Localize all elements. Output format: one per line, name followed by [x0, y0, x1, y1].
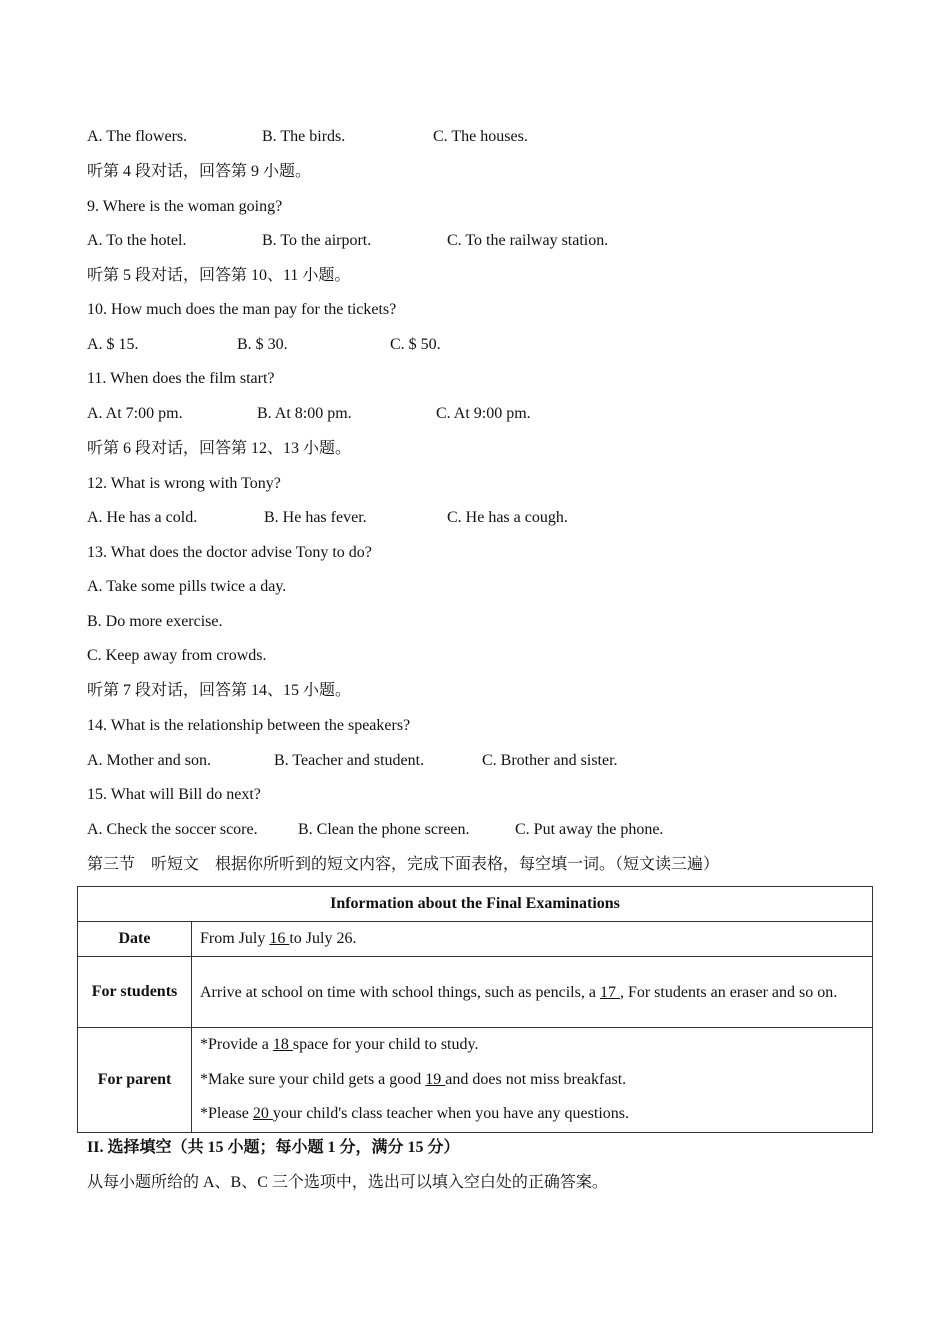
q15-option-a: A. Check the soccer score.	[87, 821, 258, 838]
row-header-parent: For parent	[78, 1028, 192, 1133]
blank-17: 17	[599, 983, 620, 1001]
q10-option-a: A. $ 15.	[87, 336, 139, 353]
q12-option-c: C. He has a cough.	[447, 509, 568, 526]
section4-intro: 听第 4 段对话，回答第 9 小题。	[87, 163, 312, 180]
part2-title: II. 选择填空（共 15 小题；每小题 1 分，满分 15 分）	[87, 1139, 460, 1156]
q9-option-c: C. To the railway station.	[447, 232, 609, 249]
row-header-date: Date	[78, 922, 192, 957]
parent-line-2-post: and does not miss breakfast.	[445, 1070, 627, 1088]
q10-option-b: B. $ 30.	[237, 336, 288, 353]
students-text-pre: Arrive at school on time with school things, such as pencils, a	[200, 983, 600, 1001]
q15-option-b: B. Clean the phone screen.	[298, 821, 470, 838]
q12-option-b: B. He has fever.	[264, 509, 367, 526]
q10-question: 10. How much does the man pay for the tickets?	[87, 301, 397, 318]
q14-option-a: A. Mother and son.	[87, 752, 211, 769]
parent-line-3-pre: *Please	[200, 1105, 253, 1122]
blank-19: 19	[425, 1070, 446, 1088]
q10-option-c: C. $ 50.	[390, 336, 441, 353]
blank-20: 20	[252, 1105, 273, 1122]
parent-line-1-pre: *Provide a	[200, 1036, 273, 1053]
q9-option-a: A. To the hotel.	[87, 232, 187, 249]
date-text-post: to July 26.	[289, 930, 357, 947]
date-cell	[192, 922, 873, 957]
parent-line-3	[200, 1097, 864, 1132]
q9-question: 9. Where is the woman going?	[87, 198, 283, 215]
q15-question: 15. What will Bill do next?	[87, 786, 261, 803]
q14-option-c: C. Brother and sister.	[482, 752, 618, 769]
q11-option-c: C. At 9:00 pm.	[436, 405, 531, 422]
q8-option-c: C. The houses.	[433, 128, 528, 145]
q14-option-b: B. Teacher and student.	[274, 752, 425, 769]
blank-16: 16	[269, 930, 290, 947]
row-header-students: For students	[78, 957, 192, 1028]
section5-intro: 听第 5 段对话，回答第 10、11 小题。	[87, 267, 351, 284]
q8-option-b: B. The birds.	[262, 128, 346, 145]
q11-option-a: A. At 7:00 pm.	[87, 405, 183, 422]
exam-info-table	[77, 886, 873, 1133]
q13-question: 13. What does the doctor advise Tony to do?	[87, 544, 372, 561]
section7-intro: 听第 7 段对话，回答第 14、15 小题。	[87, 682, 352, 699]
q12-question: 12. What is wrong with Tony?	[87, 475, 281, 492]
q15-option-c: C. Put away the phone.	[515, 821, 664, 838]
parent-line-1-post: space for your child to study.	[292, 1036, 479, 1053]
students-cell	[192, 957, 873, 1028]
q9-option-b: B. To the airport.	[262, 232, 372, 249]
parent-line-2	[200, 1063, 864, 1098]
q11-question: 11. When does the film start?	[87, 370, 275, 387]
table-title: Information about the Final Examinations	[78, 887, 873, 922]
q12-option-a: A. He has a cold.	[87, 509, 198, 526]
q14-question: 14. What is the relationship between the speakers?	[87, 717, 411, 734]
parent-line-1	[200, 1028, 864, 1063]
parent-line-2-pre: *Make sure your child gets a good	[200, 1070, 426, 1088]
students-text-post: , For students an eraser and so on.	[619, 983, 838, 1001]
date-text-pre: From July	[200, 930, 270, 947]
parent-cell	[192, 1028, 873, 1133]
part3-intro: 第三节 听短文 根据你所听到的短文内容，完成下面表格，每空填一词。（短文读三遍）	[87, 856, 720, 873]
section6-intro: 听第 6 段对话，回答第 12、13 小题。	[87, 440, 352, 457]
q13-option-b: B. Do more exercise.	[87, 613, 223, 630]
blank-18: 18	[272, 1036, 293, 1053]
part2-instruction: 从每小题所给的 A、B、C 三个选项中，选出可以填入空白处的正确答案。	[87, 1174, 608, 1191]
q13-option-a: A. Take some pills twice a day.	[87, 578, 287, 595]
q8-option-a: A. The flowers.	[87, 128, 188, 145]
q11-option-b: B. At 8:00 pm.	[257, 405, 352, 422]
q13-option-c: C. Keep away from crowds.	[87, 647, 267, 664]
parent-line-3-post: your child's class teacher when you have any questions.	[272, 1105, 629, 1122]
